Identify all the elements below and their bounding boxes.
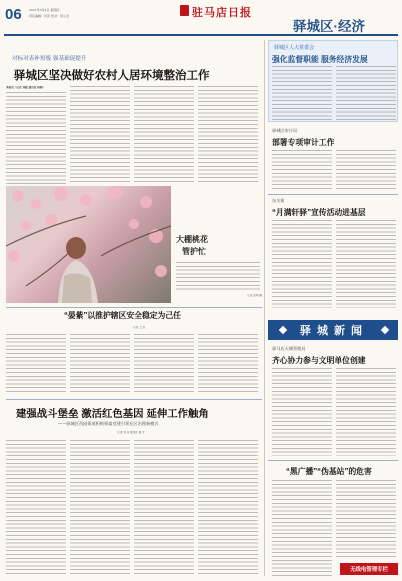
safety-byline: 记者 王 涛 [132, 326, 146, 329]
party-column-1 [6, 440, 66, 576]
peach-blossom-photo [6, 186, 171, 303]
photo-title-line-2: 管护忙 [182, 247, 206, 256]
header-rule [4, 34, 398, 36]
lead-headline: 驿城区坚决做好农村人居环境整治工作 [14, 70, 210, 82]
audit-rule [268, 194, 398, 195]
congress-headline: 强化监督职能 服务经济发展 [272, 55, 368, 64]
audit-column-2 [336, 150, 396, 190]
safety-headline: “晏紫”以推护辖区安全稳定为己任 [64, 311, 181, 320]
broadcast-headline: “黑广播”“伪基站”的危害 [286, 467, 372, 476]
congress-column-2 [336, 66, 396, 120]
east-column-1 [272, 220, 332, 308]
law-column-1 [272, 368, 332, 456]
lead-column-3 [134, 86, 194, 184]
photo-credit: 记者 张明 摄 [247, 294, 262, 297]
party-headline: 建强战斗堡垒 激活红色基因 延伸工作触角 [16, 409, 209, 420]
broadcast-column-1 [272, 480, 332, 576]
lead-column-2 [70, 86, 130, 184]
date-line: 2021年3月4日 星期四 [29, 8, 60, 12]
lead-column-4 [198, 86, 258, 184]
safety-column-1 [6, 334, 66, 394]
column-divider [264, 40, 265, 576]
congress-kicker: 驿城区人大常委会 [274, 45, 315, 51]
lead-column-1 [6, 92, 66, 184]
safety-column-3 [134, 334, 194, 394]
law-kicker: 驿马店天城管理局 [272, 346, 306, 351]
section-title: 驿城区·经济 [293, 19, 365, 34]
audit-headline: 部署专项审计工作 [272, 138, 335, 147]
banner-label: 驿城新闻 [300, 325, 368, 337]
lead-kicker: 对标对表补短板 强基础促提升 [12, 56, 87, 62]
brand-logo-icon [180, 5, 189, 16]
congress-column-1 [272, 66, 332, 120]
photo-rule [6, 307, 262, 308]
safety-column-4 [198, 334, 258, 394]
editor-line: 责任编辑：许萍 校对：吴小会 [29, 14, 69, 18]
photo-title-line-1: 大棚桃花 [176, 235, 208, 244]
safety-column-2 [70, 334, 130, 394]
east-kicker: 东关街 [272, 198, 285, 203]
party-subhead: ——驿城区西园街道积极探索党建引领社区治理新模式 [58, 421, 159, 426]
party-byline: 记者 刘 亮 通讯员 鲁 丰 [117, 431, 145, 434]
page-header [0, 0, 402, 34]
law-column-2 [336, 368, 396, 456]
page-number: 06 [5, 6, 22, 23]
safety-rule [6, 399, 262, 400]
party-column-4 [198, 440, 258, 576]
law-headline: 齐心协力参与文明单位创建 [272, 356, 366, 365]
east-column-2 [336, 220, 396, 308]
party-column-3 [134, 440, 194, 576]
photo-title [176, 234, 208, 258]
footer-label: 无线电管理专栏 [350, 567, 388, 573]
broadcast-column-2 [336, 480, 396, 558]
east-headline: “月满轩驿”宣传活动进基层 [272, 208, 366, 217]
brand-logo: 驻马店日报 [192, 6, 252, 19]
audit-column-1 [272, 150, 332, 190]
lead-byline: 本报讯（记者 刘振 通讯员 杨硕） [6, 86, 46, 89]
photo-scene-icon [6, 186, 171, 303]
audit-kicker: 驿城区审计局 [272, 128, 298, 133]
photo-caption [176, 262, 260, 292]
law-rule [268, 460, 398, 461]
party-column-2 [70, 440, 130, 576]
